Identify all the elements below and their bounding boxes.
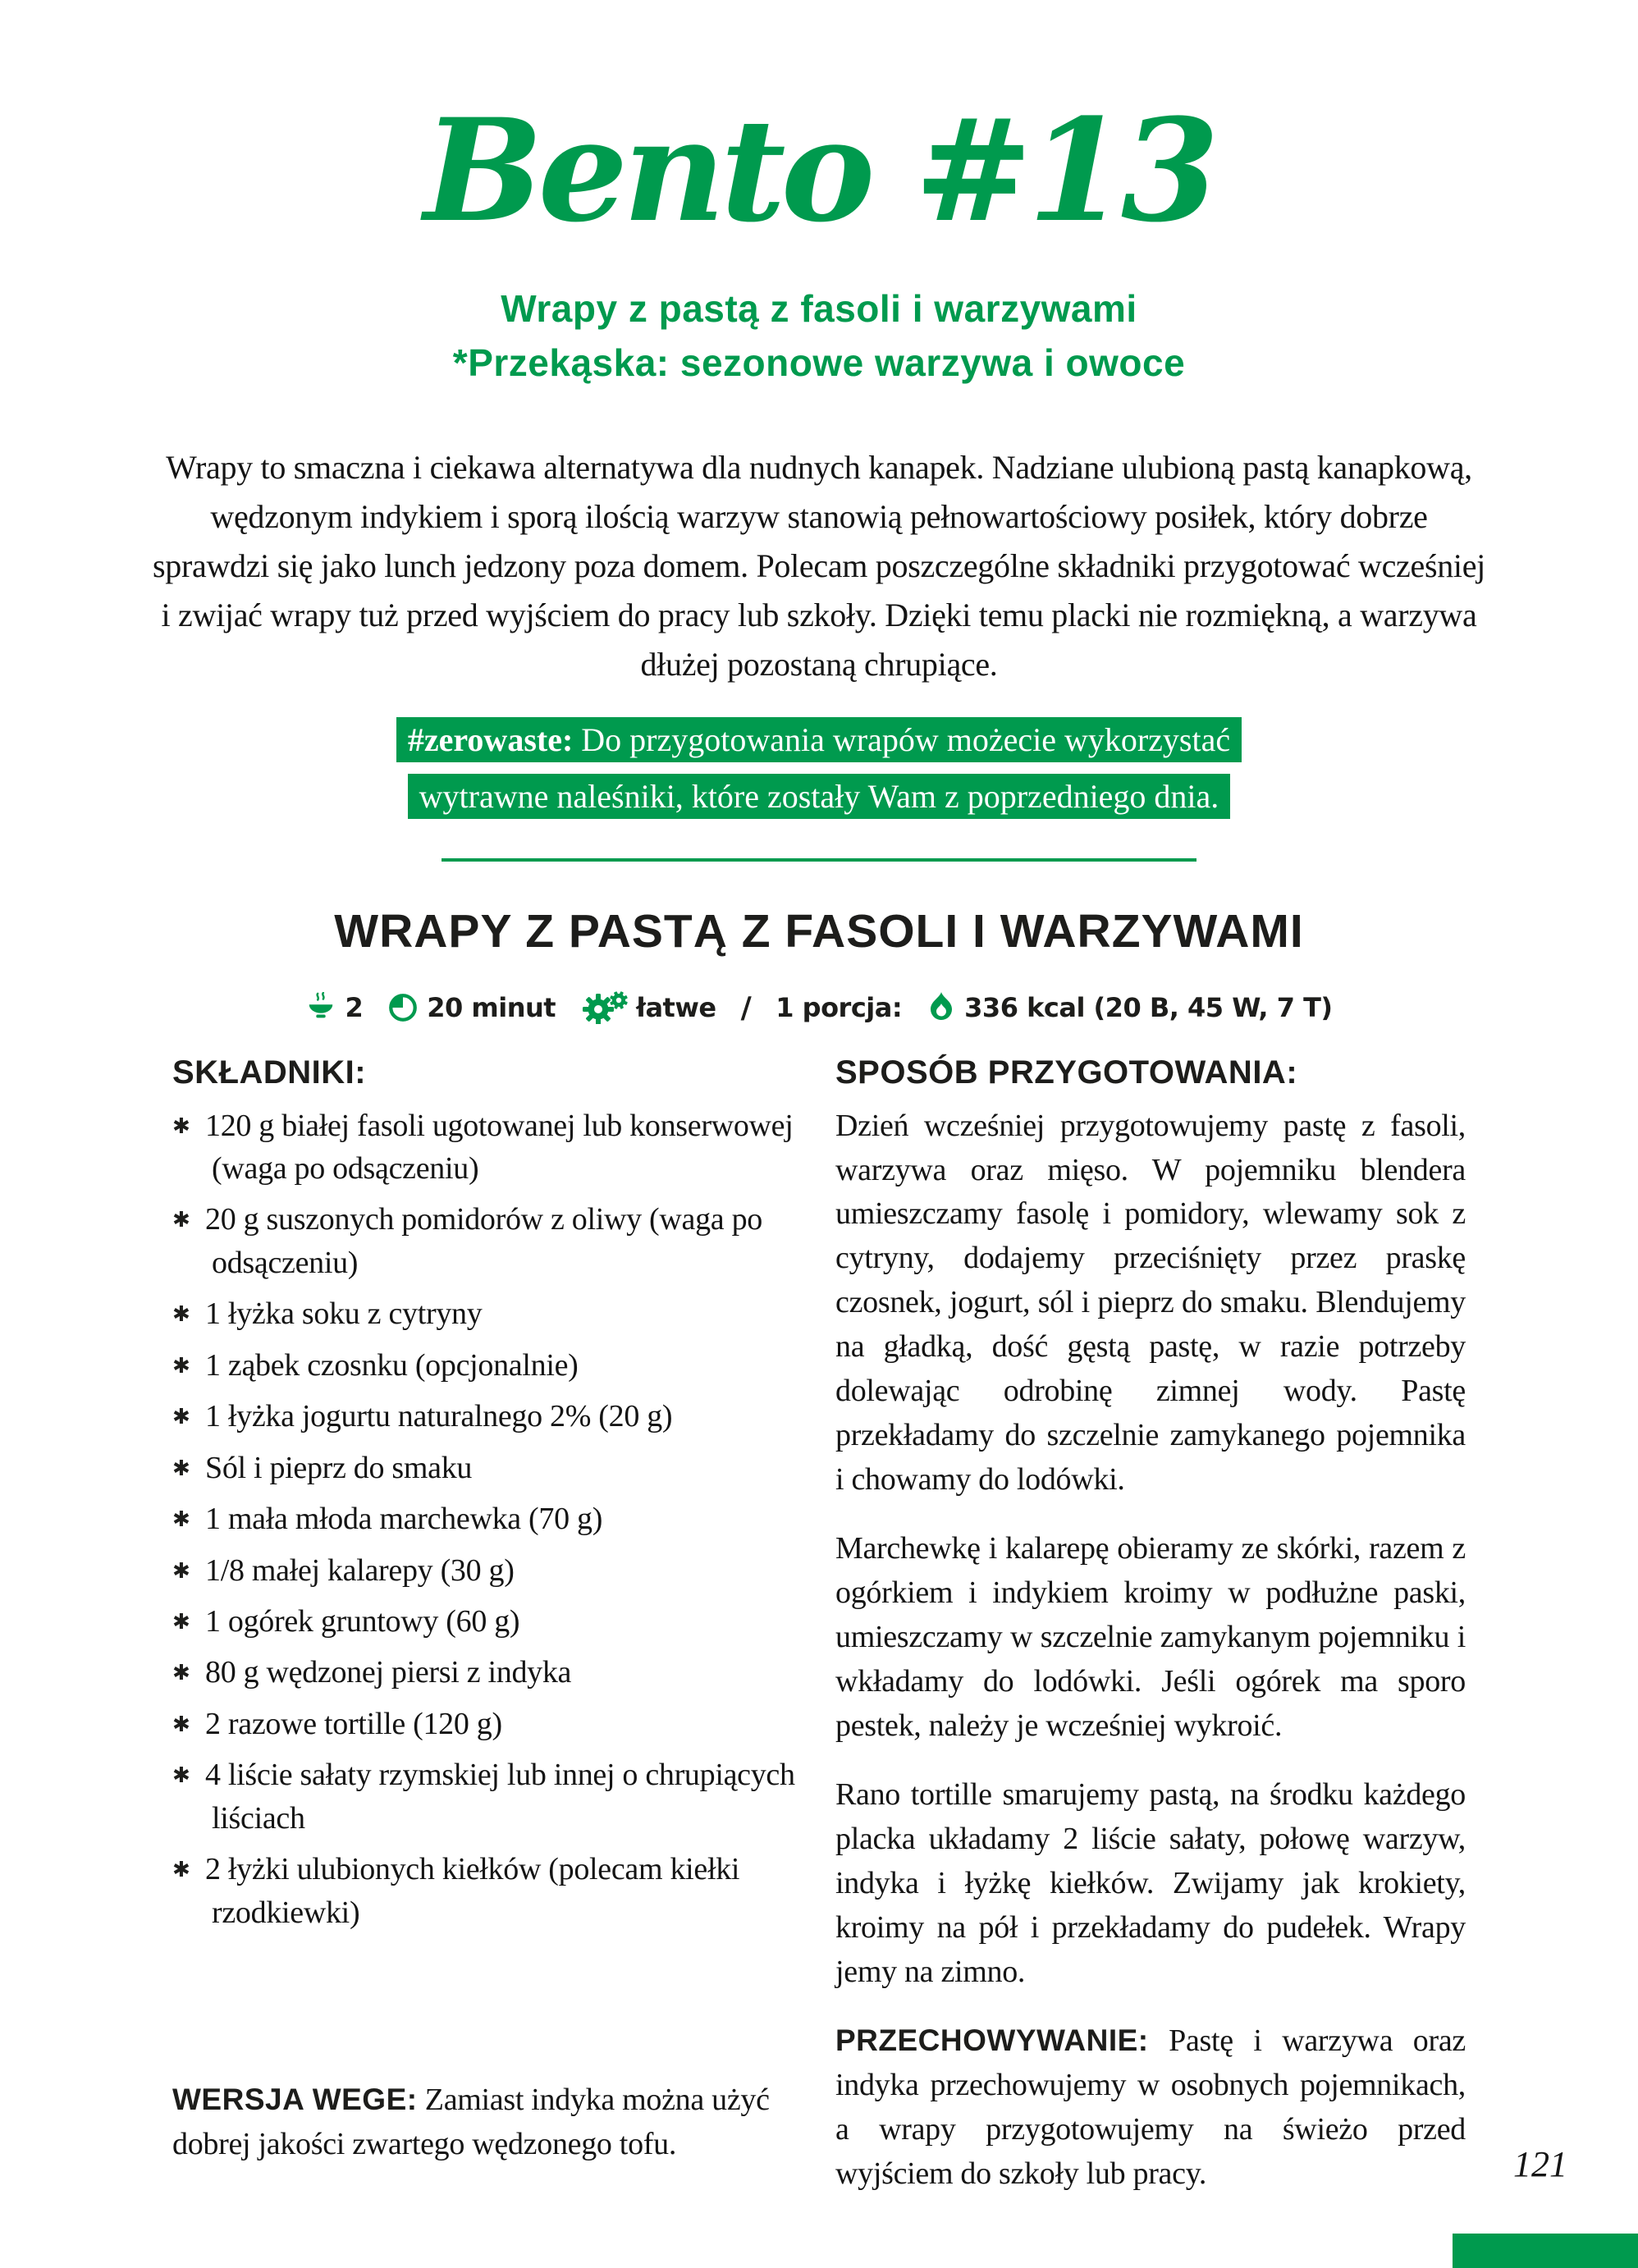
ingredient-item	[172, 1292, 803, 1335]
asterisk-bullet-icon: ✱	[172, 1113, 190, 1139]
asterisk-bullet-icon: ✱	[172, 1405, 190, 1430]
difficulty-meta	[580, 991, 716, 1024]
ingredient-item	[172, 1549, 803, 1592]
ingredient-text: 20 g suszonych pomidorów z oliwy (waga po odsączeniu)	[205, 1202, 762, 1280]
calories-meta	[927, 991, 1332, 1024]
ingredient-item	[172, 1600, 803, 1643]
servings-value: 2	[345, 992, 364, 1024]
method-paragraph: Rano tortille smarujemy pastą, na środku każdego placka układamy 2 liście sałaty, połowę warzyw, indyka i łyżkę kiełków. Zwijamy jak krokiety, kroimy na pół i przekładamy do pudełek. Wrapy jemy na zimno.	[835, 1776, 1466, 1989]
ingredient-text: 80 g wędzonej piersi z indyka	[205, 1655, 572, 1690]
zerowaste-callout	[0, 712, 1638, 825]
bowl-steam-icon	[305, 992, 336, 1023]
ingredient-item	[172, 1447, 803, 1489]
subtitle-line-2: *Przekąska: sezonowe warzywa i owoce	[452, 341, 1186, 385]
asterisk-bullet-icon: ✱	[172, 1609, 190, 1635]
divider-line	[442, 858, 1196, 862]
corner-accent	[1453, 2234, 1638, 2268]
ingredient-item	[172, 1198, 803, 1284]
wege-text: Zamiast indyka można użyć dobrej jakości zwartego wędzonego tofu.	[172, 2083, 770, 2161]
clock-icon	[387, 992, 419, 1023]
ingredient-text: 2 łyżki ulubionych kiełków (polecam kiełki rzodkiewki)	[205, 1852, 740, 1930]
asterisk-bullet-icon: ✱	[172, 1208, 190, 1233]
recipe-title: WRAPY Z PASTĄ Z FASOLI I WARZYWAMI	[334, 904, 1304, 958]
ingredient-item	[172, 1344, 803, 1387]
ingredients-column	[172, 1054, 803, 2221]
method-paragraph: Dzień wcześniej przygotowujemy pastę z fasoli, warzywa oraz mięso. W pojemniku blendera umieszczamy fasolę i pomidory, wlewamy sok z cytryny, dodajemy przeciśnięty przez praskę czosnek, jogurt, sól i pieprz do smaku. Blendujemy na gładką, dość gęstą pastę, w razie potrzeby dolewając odrobinę zimnej wody. Pastę przekładamy do szczelnie zamykanego pojemnika i chowamy do lodówki.	[835, 1108, 1466, 1498]
asterisk-bullet-icon: ✱	[172, 1507, 190, 1533]
difficulty-value: łatwe	[636, 992, 716, 1024]
method-paragraph: Marchewkę i kalarepę obieramy ze skórki, razem z ogórkiem i indykiem kroimy w podłużne paski, umieszczamy w szczelnie zamykanym pojemniku i wkładamy do lodówki. Jeśli ogórek ma sporo pestek, należy je wcześniej wykroić.	[835, 1531, 1466, 1743]
meta-separator: /	[740, 990, 752, 1025]
ingredient-text: 1 mała młoda marchewka (70 g)	[205, 1502, 603, 1537]
ingredient-item	[172, 1754, 803, 1840]
storage-note	[835, 2019, 1466, 2197]
ingredient-text: 1 łyżka soku z cytryny	[205, 1296, 483, 1332]
asterisk-bullet-icon: ✱	[172, 1763, 190, 1789]
ingredients-list	[172, 1104, 803, 1934]
ingredient-item	[172, 1848, 803, 1934]
ingredient-text: 1/8 małej kalarepy (30 g)	[205, 1552, 515, 1588]
page-title: Bento #13	[423, 87, 1215, 254]
method-column	[835, 1054, 1466, 2221]
asterisk-bullet-icon: ✱	[172, 1302, 190, 1328]
ingredient-item	[172, 1104, 803, 1191]
flame-icon	[927, 991, 956, 1024]
ingredient-text: 1 łyżka jogurtu naturalnego 2% (20 g)	[205, 1399, 673, 1434]
servings-meta	[305, 992, 363, 1023]
asterisk-bullet-icon: ✱	[172, 1858, 190, 1883]
method-paragraphs	[835, 1104, 1466, 1995]
ingredient-text: 2 razowe tortille (120 g)	[205, 1706, 502, 1741]
callout-line-1: #zerowaste: Do przygotowania wrapów możecie wykorzystać	[396, 717, 1242, 762]
ingredient-item	[172, 1651, 803, 1694]
ingredients-heading: SKŁADNIKI:	[172, 1054, 367, 1091]
intro-paragraph: Wrapy to smaczna i ciekawa alternatywa dla nudnych kanapek. Nadziane ulubioną pastą kanapkową, wędzonym indykiem i sporą ilością warzyw stanowią pełnowartościowy posiłek, który dobrze sprawdzi się jako lunch jedzony poza domem. Polecam poszczególne składniki przygotować wcześniej i zwijać wrapy tuż przed wyjściem do pracy lub szkoły. Dzięki temu placki nie rozmiękną, a warzywa dłużej pozostaną chrupiące.	[153, 448, 1485, 683]
ingredient-item	[172, 1395, 803, 1438]
ingredient-text: Sól i pieprz do smaku	[205, 1450, 473, 1485]
ingredient-text: 120 g białej fasoli ugotowanej lub konserwowej (waga po odsączeniu)	[205, 1108, 794, 1186]
subtitle-line-1: Wrapy z pastą z fasoli i warzywami	[501, 286, 1137, 330]
method-heading: SPOSÓB PRZYGOTOWANIA:	[835, 1054, 1298, 1091]
ingredient-item	[172, 1498, 803, 1540]
portion-label: 1 porcja:	[776, 992, 903, 1024]
asterisk-bullet-icon: ✱	[172, 1661, 190, 1686]
recipe-subtitle	[0, 281, 1638, 391]
callout-line-2: wytrawne naleśniki, które zostały Wam z poprzedniego dnia.	[408, 774, 1231, 819]
asterisk-bullet-icon: ✱	[172, 1558, 190, 1584]
zerowaste-tag: #zerowaste:	[407, 720, 574, 758]
ingredient-item	[172, 1703, 803, 1745]
asterisk-bullet-icon: ✱	[172, 1456, 190, 1481]
asterisk-bullet-icon: ✱	[172, 1353, 190, 1379]
storage-text: Pastę i warzywa oraz indyka przechowujemy w osobnych pojemnikach, a wrapy przygotowujemy na świeżo przed wyjściem do szkoły lub pracy.	[835, 2023, 1466, 2191]
wege-label: WERSJA WEGE:	[172, 2083, 418, 2116]
recipe-columns	[172, 1054, 1466, 2221]
gears-icon	[580, 991, 628, 1024]
time-value: 20 minut	[427, 992, 556, 1024]
recipe-meta-row	[0, 991, 1638, 1025]
page-number: 121	[1513, 2144, 1567, 2184]
time-meta	[387, 992, 556, 1023]
ingredient-text: 4 liście sałaty rzymskiej lub innej o chrupiących liściach	[205, 1758, 795, 1836]
calories-value: 336 kcal (20 B, 45 W, 7 T)	[964, 992, 1333, 1024]
ingredient-text: 1 ząbek czosnku (opcjonalnie)	[205, 1347, 579, 1383]
storage-label: PRZECHOWYWANIE:	[835, 2023, 1149, 2057]
ingredient-text: 1 ogórek gruntowy (60 g)	[205, 1603, 520, 1639]
asterisk-bullet-icon: ✱	[172, 1712, 190, 1737]
wege-note	[172, 2078, 803, 2167]
